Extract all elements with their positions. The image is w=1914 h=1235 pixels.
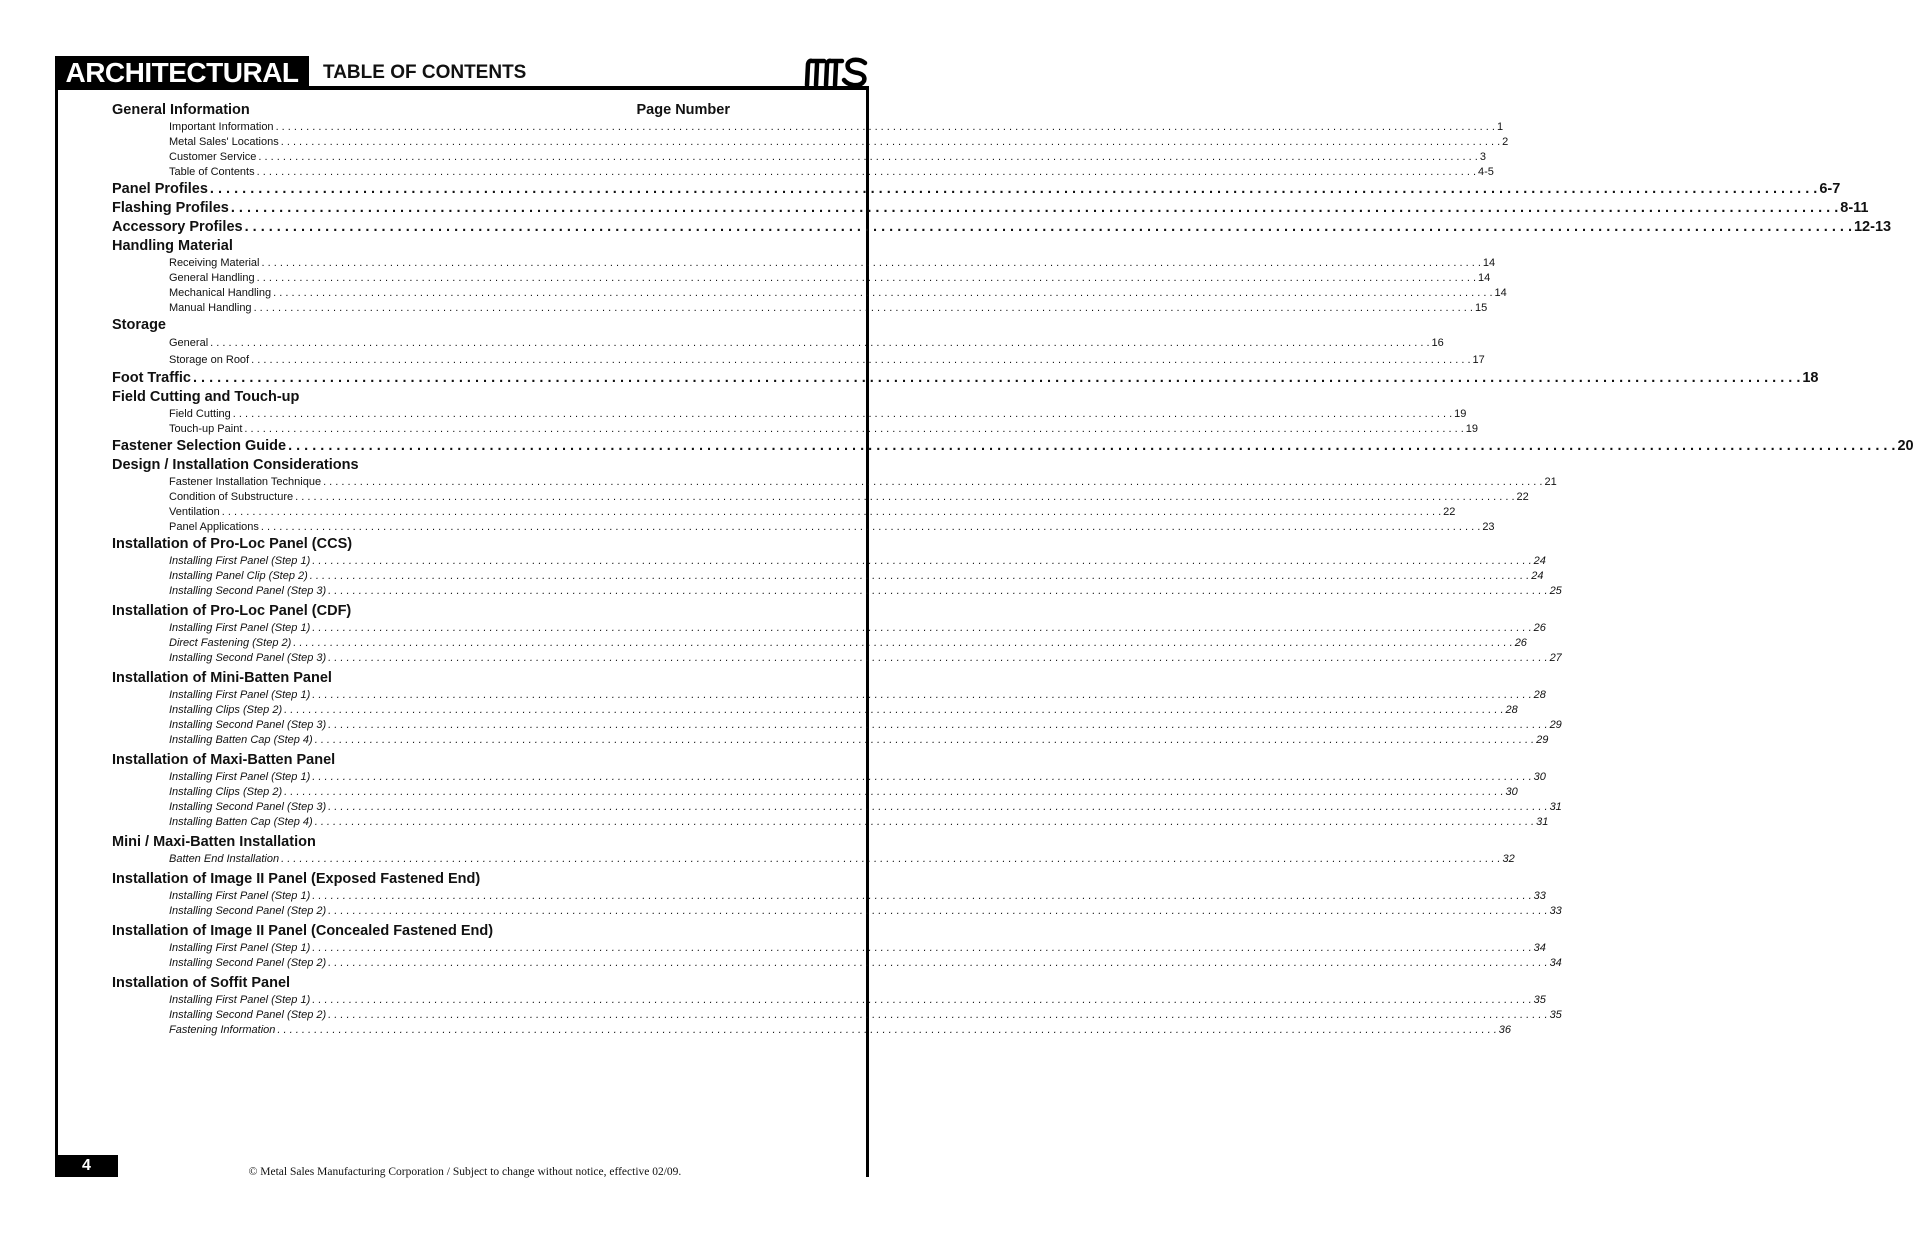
toc-entry-label: Storage on Roof — [169, 354, 250, 366]
toc-entry[interactable] — [169, 422, 1479, 437]
toc-entry-label: Installing Second Panel (Step 2) — [169, 957, 327, 969]
toc-entry-label: Installing Batten Cap (Step 4) — [169, 816, 313, 828]
toc-entry-page: 34 — [1533, 942, 1546, 954]
toc-section-title: Installation of Pro-Loc Panel (CDF) — [112, 603, 352, 619]
dot-leader: . . . . . . . . . . . . . . . . . . . . . . . . . . . . . . . . . . . . . . . . . . . . . . . . . . . . . . . . . . . . . . . . . . . . . . . . . . . . . . . . . . . . . . . . . . . . . . . . . . . . . . . . . . . . . . . . . . . . . . . . . . . . . . . . . . . . . . . . . . . . . . . . . . . . . . . . . . . . . . . . . . . . . . . . . . . . . . . . . . . . . . . . . . . . . . . . . . . . . . . . — [230, 200, 1839, 216]
toc-entry-label: Condition of Substructure — [169, 491, 294, 503]
dot-leader: . . . . . . . . . . . . . . . . . . . . . . . . . . . . . . . . . . . . . . . . . . . . . . . . . . . . . . . . . . . . . . . . . . . . . . . . . . . . . . . . . . . . . . . . . . . . . . . . . . . . . . . . . . . . . . . . . . . . . . . . . . . . . . . . . . . . . . . . . . . . . . . . . . . . . . . . . . . . . . . . . . . . . . . . . . . . . . . . . . . . . . . . . . . . . . . . . . . . . . . . — [251, 354, 1471, 366]
toc-entry-label: Installing Panel Clip (Step 2) — [169, 570, 308, 582]
dot-leader: . . . . . . . . . . . . . . . . . . . . . . . . . . . . . . . . . . . . . . . . . . . . . . . . . . . . . . . . . . . . . . . . . . . . . . . . . . . . . . . . . . . . . . . . . . . . . . . . . . . . . . . . . . . . . . . . . . . . . . . . . . . . . . . . . . . . . . . . . . . . . . . . . . . . . . . . . . . . . . . . . . . . . . . . . . . . . . . . . . . . . . . . . . . . . . . . . . . . . . . . — [293, 637, 1513, 649]
dot-leader: . . . . . . . . . . . . . . . . . . . . . . . . . . . . . . . . . . . . . . . . . . . . . . . . . . . . . . . . . . . . . . . . . . . . . . . . . . . . . . . . . . . . . . . . . . . . . . . . . . . . . . . . . . . . . . . . . . . . . . . . . . . . . . . . . . . . . . . . . . . . . . . . . . . . . . . . . . . . . . . . . . . . . . . . . . . . . . . . . . . . . . . . . . . . . . . . . . . . . . . . — [244, 219, 1852, 235]
dot-leader: . . . . . . . . . . . . . . . . . . . . . . . . . . . . . . . . . . . . . . . . . . . . . . . . . . . . . . . . . . . . . . . . . . . . . . . . . . . . . . . . . . . . . . . . . . . . . . . . . . . . . . . . . . . . . . . . . . . . . . . . . . . . . . . . . . . . . . . . . . . . . . . . . . . . . . . . . . . . . . . . . . . . . . . . . . . . . . . . . . . . . . . . . . . . . . . . . . . . . . . . — [260, 521, 1481, 533]
dot-leader: . . . . . . . . . . . . . . . . . . . . . . . . . . . . . . . . . . . . . . . . . . . . . . . . . . . . . . . . . . . . . . . . . . . . . . . . . . . . . . . . . . . . . . . . . . . . . . . . . . . . . . . . . . . . . . . . . . . . . . . . . . . . . . . . . . . . . . . . . . . . . . . . . . . . . . . . . . . . . . . . . . . . . . . . . . . . . . . . . . . . . . . . . . . . . . . . . . . . . . . . — [284, 786, 1504, 798]
toc-entry-label: Installing First Panel (Step 1) — [169, 942, 311, 954]
toc-entry-page: 26 — [1514, 637, 1527, 649]
dot-leader: . . . . . . . . . . . . . . . . . . . . . . . . . . . . . . . . . . . . . . . . . . . . . . . . . . . . . . . . . . . . . . . . . . . . . . . . . . . . . . . . . . . . . . . . . . . . . . . . . . . . . . . . . . . . . . . . . . . . . . . . . . . . . . . . . . . . . . . . . . . . . . . . . . . . . . . . . . . . . . . . . . . . . . . . . . . . . . . . . . . . . . . . . . . . . . . . . . . . . . . . — [323, 476, 1543, 488]
toc-section-title: Handling Material — [112, 238, 233, 254]
toc-section-page: 20 — [1897, 438, 1914, 454]
toc-section-title: Installation of Image II Panel (Concealed Fastened End) — [112, 923, 494, 939]
dot-leader: . . . . . . . . . . . . . . . . . . . . . . . . . . . . . . . . . . . . . . . . . . . . . . . . . . . . . . . . . . . . . . . . . . . . . . . . . . . . . . . . . . . . . . . . . . . . . . . . . . . . . . . . . . . . . . . . . . . . . . . . . . . . . . . . . . . . . . . . . . . . . . . . . . . . . . . . . . . . . . . . . . . . . . . . . . . . . . . . . . . . . . . . . . . . . . . . . . . . . . . . — [209, 181, 1818, 197]
toc-section-title: Foot Traffic — [112, 370, 191, 386]
toc-entry-label: Installing Clips (Step 2) — [169, 704, 283, 716]
toc-entry-page: 19 — [1454, 408, 1467, 420]
toc-entry-label: Fastening Information — [169, 1024, 276, 1036]
toc-entry-page: 14 — [1494, 287, 1507, 299]
toc-entry-label: Fastener Installation Technique — [169, 476, 322, 488]
toc-section-row[interactable] — [112, 437, 1914, 456]
dot-leader: . . . . . . . . . . . . . . . . . . . . . . . . . . . . . . . . . . . . . . . . . . . . . . . . . . . . . . . . . . . . . . . . . . . . . . . . . . . . . . . . . . . . . . . . . . . . . . . . . . . . . . . . . . . . . . . . . . . . . . . . . . . . . . . . . . . . . . . . . . . . . . . . . . . . . . . . . . . . . . . . . . . . . . . . . . . . . . . . . . . . . . . . . . . . . . . . . . . . . . . . — [288, 438, 1896, 454]
toc-entry-page: 17 — [1472, 354, 1485, 366]
toc-section-title: Storage — [112, 317, 166, 333]
toc-entry[interactable] — [169, 584, 1562, 599]
toc-section-title: Design / Installation Considerations — [112, 457, 359, 473]
toc-section-page: 18 — [1802, 370, 1819, 386]
dot-leader: . . . . . . . . . . . . . . . . . . . . . . . . . . . . . . . . . . . . . . . . . . . . . . . . . . . . . . . . . . . . . . . . . . . . . . . . . . . . . . . . . . . . . . . . . . . . . . . . . . . . . . . . . . . . . . . . . . . . . . . . . . . . . . . . . . . . . . . . . . . . . . . . . . . . . . . . . . . . . . . . . . . . . . . . . . . . . . . . . . . . . . . . . . . . . . . . . . . . . . . . — [328, 1009, 1548, 1021]
toc-entry-label: Installing Second Panel (Step 3) — [169, 801, 327, 813]
table-of-contents — [112, 100, 1914, 1038]
toc-entry-label: General Handling — [169, 272, 255, 284]
toc-entry-label: Installing First Panel (Step 1) — [169, 994, 311, 1006]
toc-entry-page: 26 — [1533, 622, 1546, 634]
toc-entry[interactable] — [169, 120, 1504, 135]
toc-entry-label: Installing First Panel (Step 1) — [169, 771, 311, 783]
toc-entry[interactable] — [169, 785, 1518, 800]
toc-section-title: Accessory Profiles — [112, 219, 243, 235]
page-title: TABLE OF CONTENTS — [323, 62, 527, 83]
toc-section-title: Installation of Maxi-Batten Panel — [112, 752, 336, 768]
footer-copyright: © Metal Sales Manufacturing Corporation / Subject to change without notice, effective 02/09. — [248, 1166, 682, 1178]
toc-entry[interactable] — [169, 651, 1562, 666]
toc-section-page: 8-11 — [1840, 200, 1869, 216]
toc-entry[interactable] — [169, 490, 1529, 505]
toc-entry-label: Mechanical Handling — [169, 287, 272, 299]
toc-section-title: Panel Profiles — [112, 181, 208, 197]
dot-leader: . . . . . . . . . . . . . . . . . . . . . . . . . . . . . . . . . . . . . . . . . . . . . . . . . . . . . . . . . . . . . . . . . . . . . . . . . . . . . . . . . . . . . . . . . . . . . . . . . . . . . . . . . . . . . . . . . . . . . . . . . . . . . . . . . . . . . . . . . . . . . . . . . . . . . . . . . . . . . . . . . . . . . . . . . . . . . . . . . . . . . . . . . . . . . . . . . . . . . . . . — [312, 689, 1532, 701]
toc-entry-page: 2 — [1502, 136, 1509, 148]
toc-section-title: Installation of Image II Panel (Exposed Fastened End) — [112, 871, 481, 887]
toc-entry[interactable] — [169, 956, 1562, 971]
dot-leader: . . . . . . . . . . . . . . . . . . . . . . . . . . . . . . . . . . . . . . . . . . . . . . . . . . . . . . . . . . . . . . . . . . . . . . . . . . . . . . . . . . . . . . . . . . . . . . . . . . . . . . . . . . . . . . . . . . . . . . . . . . . . . . . . . . . . . . . . . . . . . . . . . . . . . . . . . . . . . . . . . . . . . . . . . . . . . . . . . . . . . . . . . . . . . . . . . . . . . . . . — [328, 652, 1548, 664]
toc-entry-page: 35 — [1549, 1009, 1562, 1021]
toc-entry[interactable] — [169, 889, 1546, 904]
toc-section-title: Fastener Selection Guide — [112, 438, 287, 454]
toc-entry-page: 28 — [1533, 689, 1546, 701]
dot-leader: . . . . . . . . . . . . . . . . . . . . . . . . . . . . . . . . . . . . . . . . . . . . . . . . . . . . . . . . . . . . . . . . . . . . . . . . . . . . . . . . . . . . . . . . . . . . . . . . . . . . . . . . . . . . . . . . . . . . . . . . . . . . . . . . . . . . . . . . . . . . . . . . . . . . . . . . . . . . . . . . . . . . . . . . . . . . . . . . . . . . . . . . . . . . . . . . . . . . . . . . — [253, 302, 1473, 314]
toc-entry[interactable] — [169, 407, 1467, 422]
toc-entry-page: 33 — [1549, 905, 1562, 917]
dot-leader: . . . . . . . . . . . . . . . . . . . . . . . . . . . . . . . . . . . . . . . . . . . . . . . . . . . . . . . . . . . . . . . . . . . . . . . . . . . . . . . . . . . . . . . . . . . . . . . . . . . . . . . . . . . . . . . . . . . . . . . . . . . . . . . . . . . . . . . . . . . . . . . . . . . . . . . . . . . . . . . . . . . . . . . . . . . . . . . . . . . . . . . . . . . . . . . . . . . . . . . . — [314, 734, 1535, 746]
toc-section-page: 6-7 — [1819, 181, 1841, 197]
toc-entry[interactable] — [169, 815, 1549, 830]
toc-entry-page: 23 — [1482, 521, 1495, 533]
dot-leader: . . . . . . . . . . . . . . . . . . . . . . . . . . . . . . . . . . . . . . . . . . . . . . . . . . . . . . . . . . . . . . . . . . . . . . . . . . . . . . . . . . . . . . . . . . . . . . . . . . . . . . . . . . . . . . . . . . . . . . . . . . . . . . . . . . . . . . . . . . . . . . . . . . . . . . . . . . . . . . . . . . . . . . . . . . . . . . . . . . . . . . . . . . . . . . . . . . . . . . . . — [312, 994, 1532, 1006]
toc-entry-label: Installing First Panel (Step 1) — [169, 689, 311, 701]
toc-entry-label: Installing First Panel (Step 1) — [169, 890, 311, 902]
toc-entry-page: 15 — [1474, 302, 1488, 314]
toc-entry[interactable] — [169, 636, 1527, 651]
toc-entry[interactable] — [169, 520, 1495, 535]
toc-entry-label: Important Information — [169, 121, 274, 133]
toc-section-title: Mini / Maxi-Batten Installation — [112, 834, 316, 850]
toc-entry-page: 30 — [1533, 771, 1546, 783]
toc-section-title: Field Cutting and Touch-up — [112, 389, 300, 405]
toc-section-row[interactable] — [112, 369, 1819, 388]
toc-entry-label: Customer Service — [169, 151, 257, 163]
toc-entry[interactable] — [169, 569, 1544, 584]
toc-entry[interactable] — [169, 621, 1546, 636]
dot-leader: . . . . . . . . . . . . . . . . . . . . . . . . . . . . . . . . . . . . . . . . . . . . . . . . . . . . . . . . . . . . . . . . . . . . . . . . . . . . . . . . . . . . . . . . . . . . . . . . . . . . . . . . . . . . . . . . . . . . . . . . . . . . . . . . . . . . . . . . . . . . . . . . . . . . . . . . . . . . . . . . . . . . . . . . . . . . . . . . . . . . . . . . . . . . . . . . . . . . . . . . — [295, 491, 1515, 503]
toc-section-title: Flashing Profiles — [112, 200, 229, 216]
toc-section-row[interactable] — [112, 218, 1892, 237]
toc-entry-page: 1 — [1496, 121, 1504, 133]
ms-logo-icon — [804, 56, 870, 88]
toc-entry-label: Installing First Panel (Step 1) — [169, 622, 311, 634]
toc-section-title: General Information — [112, 102, 250, 118]
page-number: 4 — [55, 1155, 118, 1177]
dot-leader: . . . . . . . . . . . . . . . . . . . . . . . . . . . . . . . . . . . . . . . . . . . . . . . . . . . . . . . . . . . . . . . . . . . . . . . . . . . . . . . . . . . . . . . . . . . . . . . . . . . . . . . . . . . . . . . . . . . . . . . . . . . . . . . . . . . . . . . . . . . . . . . . . . . . . . . . . . . . . . . . . . . . . . . . . . . . . . . . . . . . . . . . . . . . . . . . . . . . . . . . — [275, 121, 1495, 133]
toc-section-title: Installation of Soffit Panel — [112, 975, 291, 991]
dot-leader: . . . . . . . . . . . . . . . . . . . . . . . . . . . . . . . . . . . . . . . . . . . . . . . . . . . . . . . . . . . . . . . . . . . . . . . . . . . . . . . . . . . . . . . . . . . . . . . . . . . . . . . . . . . . . . . . . . . . . . . . . . . . . . . . . . . . . . . . . . . . . . . . . . . . . . . . . . . . . . . . . . . . . . . . . . . . . . . . . . . . . . . . . . . . . . . . . . . . . . . . — [314, 816, 1535, 828]
dot-leader: . . . . . . . . . . . . . . . . . . . . . . . . . . . . . . . . . . . . . . . . . . . . . . . . . . . . . . . . . . . . . . . . . . . . . . . . . . . . . . . . . . . . . . . . . . . . . . . . . . . . . . . . . . . . . . . . . . . . . . . . . . . . . . . . . . . . . . . . . . . . . . . . . . . . . . . . . . . . . . . . . . . . . . . . . . . . . . . . . . . . . . . . . . . . . . . . . . . . . . . . — [309, 570, 1530, 582]
toc-entry[interactable] — [169, 703, 1518, 718]
toc-section-row[interactable] — [112, 199, 1869, 218]
toc-entry-page: 3 — [1479, 151, 1486, 163]
toc-entry-page: 25 — [1549, 585, 1562, 597]
toc-entry[interactable] — [169, 941, 1546, 956]
toc-entry-page: 32 — [1502, 853, 1515, 865]
toc-entry-page: 28 — [1505, 704, 1518, 716]
toc-entry[interactable] — [169, 770, 1546, 785]
toc-entry[interactable] — [169, 286, 1507, 301]
dot-leader: . . . . . . . . . . . . . . . . . . . . . . . . . . . . . . . . . . . . . . . . . . . . . . . . . . . . . . . . . . . . . . . . . . . . . . . . . . . . . . . . . . . . . . . . . . . . . . . . . . . . . . . . . . . . . . . . . . . . . . . . . . . . . . . . . . . . . . . . . . . . . . . . . . . . . . . . . . . . . . . . . . . . . . . . . . . . . . . . . . . . . . . . . . . . . . . . . . . . . . . . — [261, 257, 1481, 269]
toc-entry-page: 24 — [1533, 555, 1546, 567]
toc-entry-label: Direct Fastening (Step 2) — [169, 637, 292, 649]
dot-leader: . . . . . . . . . . . . . . . . . . . . . . . . . . . . . . . . . . . . . . . . . . . . . . . . . . . . . . . . . . . . . . . . . . . . . . . . . . . . . . . . . . . . . . . . . . . . . . . . . . . . . . . . . . . . . . . . . . . . . . . . . . . . . . . . . . . . . . . . . . . . . . . . . . . . . . . . . . . . . . . . . . . . . . . . . . . . . . . . . . . . . . . . . . . . . . . . . . . . . . . . — [192, 370, 1801, 386]
toc-entry-label: Manual Handling — [169, 302, 252, 314]
toc-entry-page: 36 — [1498, 1024, 1512, 1036]
toc-entry-page: 33 — [1533, 890, 1546, 902]
toc-entry-page: 16 — [1431, 337, 1444, 349]
dot-leader: . . . . . . . . . . . . . . . . . . . . . . . . . . . . . . . . . . . . . . . . . . . . . . . . . . . . . . . . . . . . . . . . . . . . . . . . . . . . . . . . . . . . . . . . . . . . . . . . . . . . . . . . . . . . . . . . . . . . . . . . . . . . . . . . . . . . . . . . . . . . . . . . . . . . . . . . . . . . . . . . . . . . . . . . . . . . . . . . . . . . . . . . . . . . . . . . . . . . . . . . — [273, 287, 1493, 299]
toc-entry[interactable] — [169, 475, 1557, 490]
toc-entry[interactable] — [169, 688, 1546, 703]
toc-entry-page: 22 — [1516, 491, 1529, 503]
dot-leader: . . . . . . . . . . . . . . . . . . . . . . . . . . . . . . . . . . . . . . . . . . . . . . . . . . . . . . . . . . . . . . . . . . . . . . . . . . . . . . . . . . . . . . . . . . . . . . . . . . . . . . . . . . . . . . . . . . . . . . . . . . . . . . . . . . . . . . . . . . . . . . . . . . . . . . . . . . . . . . . . . . . . . . . . . . . . . . . . . . . . . . . . . . . . . . . . . . . . . . . . — [312, 555, 1532, 567]
section-label: ARCHITECTURAL — [55, 56, 309, 90]
toc-entry-label: Touch-up Paint — [169, 423, 243, 435]
toc-entry[interactable] — [169, 505, 1456, 520]
dot-leader: . . . . . . . . . . . . . . . . . . . . . . . . . . . . . . . . . . . . . . . . . . . . . . . . . . . . . . . . . . . . . . . . . . . . . . . . . . . . . . . . . . . . . . . . . . . . . . . . . . . . . . . . . . . . . . . . . . . . . . . . . . . . . . . . . . . . . . . . . . . . . . . . . . . . . . . . . . . . . . . . . . . . . . . . . . . . . . . . . . . . . . . . . . . . . . . . . . . . . . . . — [221, 506, 1442, 518]
dot-leader: . . . . . . . . . . . . . . . . . . . . . . . . . . . . . . . . . . . . . . . . . . . . . . . . . . . . . . . . . . . . . . . . . . . . . . . . . . . . . . . . . . . . . . . . . . . . . . . . . . . . . . . . . . . . . . . . . . . . . . . . . . . . . . . . . . . . . . . . . . . . . . . . . . . . . . . . . . . . . . . . . . . . . . . . . . . . . . . . . . . . . . . . . . . . . . . . . . . . . . . . — [312, 942, 1532, 954]
toc-entry-page: 24 — [1531, 570, 1544, 582]
dot-leader: . . . . . . . . . . . . . . . . . . . . . . . . . . . . . . . . . . . . . . . . . . . . . . . . . . . . . . . . . . . . . . . . . . . . . . . . . . . . . . . . . . . . . . . . . . . . . . . . . . . . . . . . . . . . . . . . . . . . . . . . . . . . . . . . . . . . . . . . . . . . . . . . . . . . . . . . . . . . . . . . . . . . . . . . . . . . . . . . . . . . . . . . . . . . . . . . . . . . . . . . — [281, 853, 1501, 865]
toc-entry[interactable] — [169, 1008, 1562, 1023]
dot-leader: . . . . . . . . . . . . . . . . . . . . . . . . . . . . . . . . . . . . . . . . . . . . . . . . . . . . . . . . . . . . . . . . . . . . . . . . . . . . . . . . . . . . . . . . . . . . . . . . . . . . . . . . . . . . . . . . . . . . . . . . . . . . . . . . . . . . . . . . . . . . . . . . . . . . . . . . . . . . . . . . . . . . . . . . . . . . . . . . . . . . . . . . . . . . . . . . . . . . . . . . — [232, 408, 1453, 420]
toc-entry[interactable] — [169, 904, 1562, 919]
toc-entry-page: 14 — [1482, 257, 1496, 269]
toc-entry-label: Installing Second Panel (Step 3) — [169, 585, 327, 597]
toc-entry-label: Ventilation — [169, 506, 220, 518]
dot-leader: . . . . . . . . . . . . . . . . . . . . . . . . . . . . . . . . . . . . . . . . . . . . . . . . . . . . . . . . . . . . . . . . . . . . . . . . . . . . . . . . . . . . . . . . . . . . . . . . . . . . . . . . . . . . . . . . . . . . . . . . . . . . . . . . . . . . . . . . . . . . . . . . . . . . . . . . . . . . . . . . . . . . . . . . . . . . . . . . . . . . . . . . . . . . . . . . . . . . . . . . — [244, 423, 1464, 435]
toc-entry[interactable] — [169, 554, 1546, 569]
toc-section-page: 12-13 — [1853, 219, 1892, 235]
dot-leader: . . . . . . . . . . . . . . . . . . . . . . . . . . . . . . . . . . . . . . . . . . . . . . . . . . . . . . . . . . . . . . . . . . . . . . . . . . . . . . . . . . . . . . . . . . . . . . . . . . . . . . . . . . . . . . . . . . . . . . . . . . . . . . . . . . . . . . . . . . . . . . . . . . . . . . . . . . . . . . . . . . . . . . . . . . . . . . . . . . . . . . . . . . . . . . . . . . . . . . . . — [312, 890, 1532, 902]
toc-entry-label: Batten End Installation — [169, 853, 280, 865]
toc-entry-page: 29 — [1549, 719, 1562, 731]
dot-leader: . . . . . . . . . . . . . . . . . . . . . . . . . . . . . . . . . . . . . . . . . . . . . . . . . . . . . . . . . . . . . . . . . . . . . . . . . . . . . . . . . . . . . . . . . . . . . . . . . . . . . . . . . . . . . . . . . . . . . . . . . . . . . . . . . . . . . . . . . . . . . . . . . . . . . . . . . . . . . . . . . . . . . . . . . . . . . . . . . . . . . . . . . . . . . . . . . . . . . . . . — [256, 166, 1477, 178]
dot-leader: . . . . . . . . . . . . . . . . . . . . . . . . . . . . . . . . . . . . . . . . . . . . . . . . . . . . . . . . . . . . . . . . . . . . . . . . . . . . . . . . . . . . . . . . . . . . . . . . . . . . . . . . . . . . . . . . . . . . . . . . . . . . . . . . . . . . . . . . . . . . . . . . . . . . . . . . . . . . . . . . . . . . . . . . . . . . . . . . . . . . . . . . . . . . . . . . . . . . . . . . — [210, 337, 1430, 349]
dot-leader: . . . . . . . . . . . . . . . . . . . . . . . . . . . . . . . . . . . . . . . . . . . . . . . . . . . . . . . . . . . . . . . . . . . . . . . . . . . . . . . . . . . . . . . . . . . . . . . . . . . . . . . . . . . . . . . . . . . . . . . . . . . . . . . . . . . . . . . . . . . . . . . . . . . . . . . . . . . . . . . . . . . . . . . . . . . . . . . . . . . . . . . . . . . . . . . . . . . . . . . . — [284, 704, 1504, 716]
toc-entry-label: Installing Second Panel (Step 2) — [169, 905, 327, 917]
toc-entry-label: Installing Clips (Step 2) — [169, 786, 283, 798]
toc-entry-label: Installing Second Panel (Step 2) — [169, 1009, 327, 1021]
toc-entry[interactable] — [169, 271, 1491, 286]
dot-leader: . . . . . . . . . . . . . . . . . . . . . . . . . . . . . . . . . . . . . . . . . . . . . . . . . . . . . . . . . . . . . . . . . . . . . . . . . . . . . . . . . . . . . . . . . . . . . . . . . . . . . . . . . . . . . . . . . . . . . . . . . . . . . . . . . . . . . . . . . . . . . . . . . . . . . . . . . . . . . . . . . . . . . . . . . . . . . . . . . . . . . . . . . . . . . . . . . . . . . . . . — [328, 905, 1548, 917]
dot-leader: . . . . . . . . . . . . . . . . . . . . . . . . . . . . . . . . . . . . . . . . . . . . . . . . . . . . . . . . . . . . . . . . . . . . . . . . . . . . . . . . . . . . . . . . . . . . . . . . . . . . . . . . . . . . . . . . . . . . . . . . . . . . . . . . . . . . . . . . . . . . . . . . . . . . . . . . . . . . . . . . . . . . . . . . . . . . . . . . . . . . . . . . . . . . . . . . . . . . . . . . — [258, 151, 1478, 163]
dot-leader: . . . . . . . . . . . . . . . . . . . . . . . . . . . . . . . . . . . . . . . . . . . . . . . . . . . . . . . . . . . . . . . . . . . . . . . . . . . . . . . . . . . . . . . . . . . . . . . . . . . . . . . . . . . . . . . . . . . . . . . . . . . . . . . . . . . . . . . . . . . . . . . . . . . . . . . . . . . . . . . . . . . . . . . . . . . . . . . . . . . . . . . . . . . . . . . . . . . . . . . . — [277, 1024, 1497, 1036]
toc-entry-label: Field Cutting — [169, 408, 231, 420]
toc-entry[interactable] — [169, 1023, 1512, 1038]
toc-entry-page: 34 — [1549, 957, 1562, 969]
dot-leader: . . . . . . . . . . . . . . . . . . . . . . . . . . . . . . . . . . . . . . . . . . . . . . . . . . . . . . . . . . . . . . . . . . . . . . . . . . . . . . . . . . . . . . . . . . . . . . . . . . . . . . . . . . . . . . . . . . . . . . . . . . . . . . . . . . . . . . . . . . . . . . . . . . . . . . . . . . . . . . . . . . . . . . . . . . . . . . . . . . . . . . . . . . . . . . . . . . . . . . . . — [328, 585, 1548, 597]
toc-entry-label: Installing First Panel (Step 1) — [169, 555, 311, 567]
toc-entry[interactable] — [169, 301, 1488, 316]
toc-entry-page: 30 — [1505, 786, 1518, 798]
toc-entry-page: 14 — [1478, 272, 1491, 284]
toc-entry-page: 19 — [1465, 423, 1479, 435]
toc-entry-page: 29 — [1536, 734, 1549, 746]
left-border — [55, 90, 58, 1177]
toc-entry-label: Installing Batten Cap (Step 4) — [169, 734, 313, 746]
toc-entry-label: Installing Second Panel (Step 3) — [169, 719, 327, 731]
toc-entry-page: 31 — [1549, 801, 1562, 813]
toc-entry-page: 31 — [1536, 816, 1549, 828]
toc-entry[interactable] — [169, 150, 1486, 165]
dot-leader: . . . . . . . . . . . . . . . . . . . . . . . . . . . . . . . . . . . . . . . . . . . . . . . . . . . . . . . . . . . . . . . . . . . . . . . . . . . . . . . . . . . . . . . . . . . . . . . . . . . . . . . . . . . . . . . . . . . . . . . . . . . . . . . . . . . . . . . . . . . . . . . . . . . . . . . . . . . . . . . . . . . . . . . . . . . . . . . . . . . . . . . . . . . . . . . . . . . . . . . . — [328, 957, 1548, 969]
dot-leader: . . . . . . . . . . . . . . . . . . . . . . . . . . . . . . . . . . . . . . . . . . . . . . . . . . . . . . . . . . . . . . . . . . . . . . . . . . . . . . . . . . . . . . . . . . . . . . . . . . . . . . . . . . . . . . . . . . . . . . . . . . . . . . . . . . . . . . . . . . . . . . . . . . . . . . . . . . . . . . . . . . . . . . . . . . . . . . . . . . . . . . . . . . . . . . . . . . . . . . . . — [280, 136, 1501, 148]
dot-leader: . . . . . . . . . . . . . . . . . . . . . . . . . . . . . . . . . . . . . . . . . . . . . . . . . . . . . . . . . . . . . . . . . . . . . . . . . . . . . . . . . . . . . . . . . . . . . . . . . . . . . . . . . . . . . . . . . . . . . . . . . . . . . . . . . . . . . . . . . . . . . . . . . . . . . . . . . . . . . . . . . . . . . . . . . . . . . . . . . . . . . . . . . . . . . . . . . . . . . . . . — [328, 719, 1548, 731]
toc-entry[interactable] — [169, 165, 1494, 180]
toc-entry[interactable] — [169, 733, 1549, 748]
toc-header — [112, 100, 730, 120]
toc-section-row[interactable] — [112, 180, 1841, 199]
toc-entry-label: Table of Contents — [169, 166, 255, 178]
toc-entry-page: 21 — [1544, 476, 1557, 488]
toc-entry-label: Receiving Material — [169, 257, 260, 269]
toc-section-title: Installation of Pro-Loc Panel (CCS) — [112, 536, 353, 552]
page-number-label: Page Number — [636, 102, 730, 118]
toc-entry[interactable] — [169, 135, 1509, 150]
toc-entry-label: Panel Applications — [169, 521, 259, 533]
toc-entry[interactable] — [169, 718, 1562, 733]
dot-leader: . . . . . . . . . . . . . . . . . . . . . . . . . . . . . . . . . . . . . . . . . . . . . . . . . . . . . . . . . . . . . . . . . . . . . . . . . . . . . . . . . . . . . . . . . . . . . . . . . . . . . . . . . . . . . . . . . . . . . . . . . . . . . . . . . . . . . . . . . . . . . . . . . . . . . . . . . . . . . . . . . . . . . . . . . . . . . . . . . . . . . . . . . . . . . . . . . . . . . . . . — [312, 622, 1532, 634]
dot-leader: . . . . . . . . . . . . . . . . . . . . . . . . . . . . . . . . . . . . . . . . . . . . . . . . . . . . . . . . . . . . . . . . . . . . . . . . . . . . . . . . . . . . . . . . . . . . . . . . . . . . . . . . . . . . . . . . . . . . . . . . . . . . . . . . . . . . . . . . . . . . . . . . . . . . . . . . . . . . . . . . . . . . . . . . . . . . . . . . . . . . . . . . . . . . . . . . . . . . . . . . — [312, 771, 1532, 783]
toc-entry-label: Metal Sales' Locations — [169, 136, 279, 148]
toc-section-title: Installation of Mini-Batten Panel — [112, 670, 332, 686]
toc-entry-page: 22 — [1443, 506, 1456, 518]
toc-entry-page: 27 — [1549, 652, 1562, 664]
toc-entry-label: General — [169, 337, 209, 349]
toc-entry[interactable] — [169, 352, 1485, 369]
dot-leader: . . . . . . . . . . . . . . . . . . . . . . . . . . . . . . . . . . . . . . . . . . . . . . . . . . . . . . . . . . . . . . . . . . . . . . . . . . . . . . . . . . . . . . . . . . . . . . . . . . . . . . . . . . . . . . . . . . . . . . . . . . . . . . . . . . . . . . . . . . . . . . . . . . . . . . . . . . . . . . . . . . . . . . . . . . . . . . . . . . . . . . . . . . . . . . . . . . . . . . . . — [256, 272, 1477, 284]
toc-entry[interactable] — [169, 256, 1496, 271]
toc-entry[interactable] — [169, 993, 1546, 1008]
toc-entry[interactable] — [169, 852, 1515, 867]
toc-entry-page: 35 — [1533, 994, 1546, 1006]
toc-entry-label: Installing Second Panel (Step 3) — [169, 652, 327, 664]
toc-entry-page: 4-5 — [1478, 166, 1494, 178]
toc-entry[interactable] — [169, 335, 1444, 352]
toc-entry[interactable] — [169, 800, 1562, 815]
dot-leader: . . . . . . . . . . . . . . . . . . . . . . . . . . . . . . . . . . . . . . . . . . . . . . . . . . . . . . . . . . . . . . . . . . . . . . . . . . . . . . . . . . . . . . . . . . . . . . . . . . . . . . . . . . . . . . . . . . . . . . . . . . . . . . . . . . . . . . . . . . . . . . . . . . . . . . . . . . . . . . . . . . . . . . . . . . . . . . . . . . . . . . . . . . . . . . . . . . . . . . . . — [328, 801, 1548, 813]
